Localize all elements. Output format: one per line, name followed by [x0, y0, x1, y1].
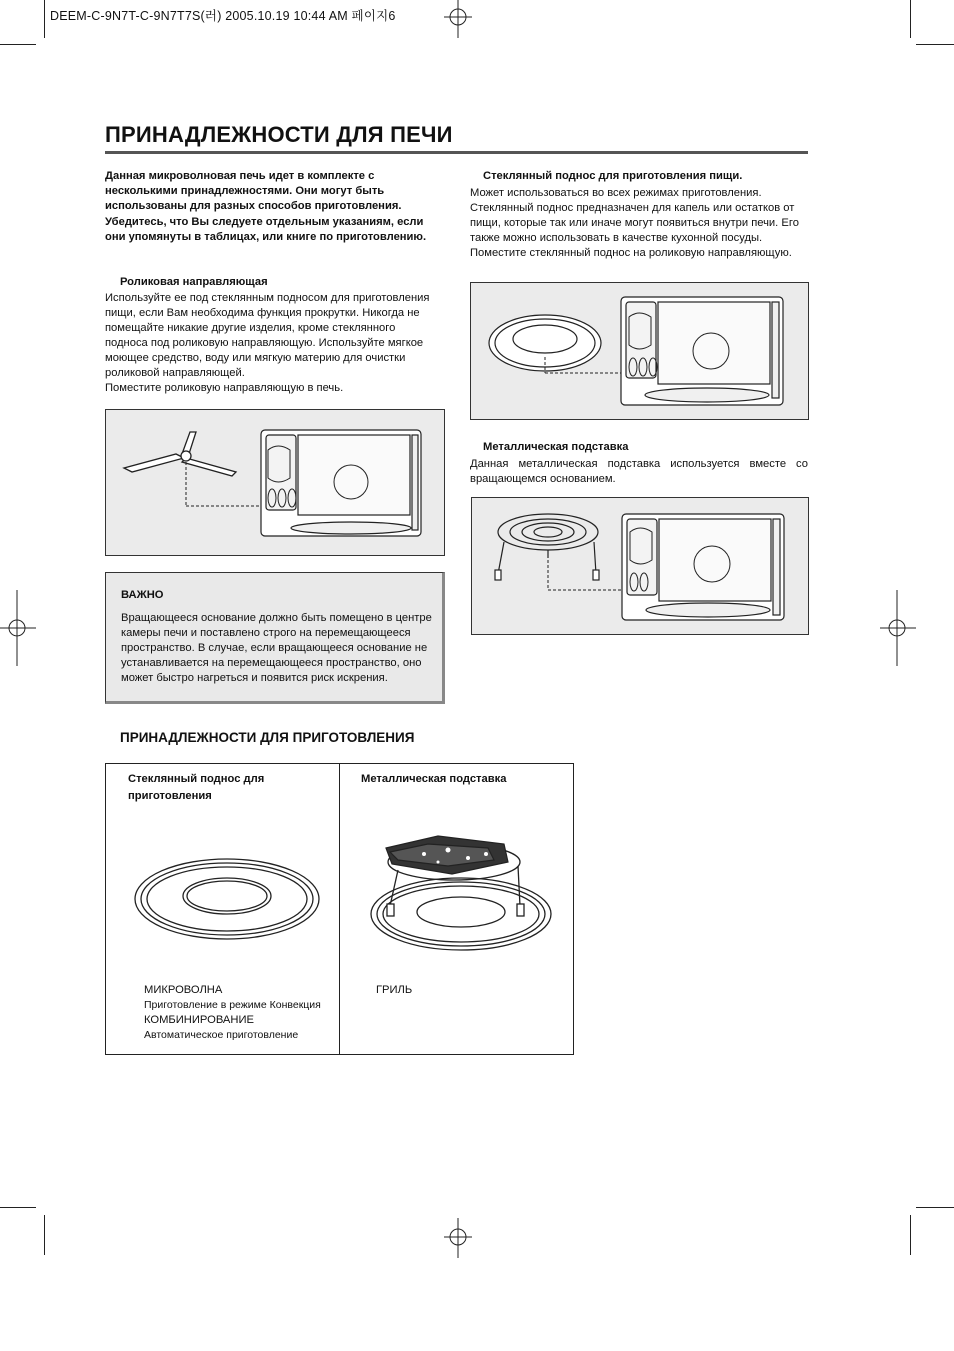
col2-title: Металлическая подставка [361, 773, 507, 785]
important-text: Вращающееся основание должно быть помещено в центре камеры печи и поставлено строго на перемещающееся пространство. В случае, если вращающееся основание не устанавливается на перемещающееся пространство, оно может быстро нагреться и появится риск искрения. [121, 612, 432, 684]
roller-text-2: Поместите роликовую направляющую в печь. [105, 382, 344, 394]
print-header: DEEM-C-9N7T-C-9N7T7S(러) 2005.10.19 10:44 AM 페이지6 [50, 9, 396, 23]
crop-mark [916, 1207, 954, 1208]
registration-mark-top [440, 0, 476, 40]
crop-mark [44, 0, 45, 38]
metal-rack-food-icon [368, 834, 554, 956]
col1-title: Стеклянный поднос для приготовления [128, 773, 265, 802]
metal-rack-text: Данная металлическая подставка используется вместе со вращающемся основанием. [470, 458, 808, 485]
crop-mark [44, 1215, 45, 1255]
crop-mark [910, 0, 911, 38]
important-title: ВАЖНО [121, 589, 164, 601]
intro-paragraph: Данная микроволновая печь идет в комплекте с несколькими принадлежностями. Они могут быть использованы для разных способов приготовления. Убедитесь, что Вы следуете отдельным указаниям, если они упомянуты в таблицах, или книге по приготовлению. [105, 170, 427, 243]
metal-rack-figure [471, 497, 809, 635]
crop-mark [916, 44, 954, 45]
registration-mark-right [880, 590, 916, 666]
mode-grill: ГРИЛЬ [376, 984, 413, 996]
mode-convection: Приготовление в режиме Конвекция [144, 999, 321, 1011]
mode-microwave: МИКРОВОЛНА [144, 984, 223, 996]
cooking-section-title: ПРИНАДЛЕЖНОСТИ ДЛЯ ПРИГОТОВЛЕНИЯ [120, 730, 415, 745]
roller-text: Используйте ее под стеклянным подносом для приготовления пищи, если Вам необходима функция прокрутки. Никогда не помещайте никакие другие изделия, кроме стеклянного подноса под роликовую направляющую. Используйте мягкое моющее средство, воду или мягкую материю для очистки роликовой направляющей. [105, 292, 430, 379]
roller-illustration [106, 410, 444, 555]
registration-mark-bottom [440, 1218, 476, 1258]
metal-rack-heading: Металлическая подставка [483, 441, 629, 453]
crop-mark [0, 44, 36, 45]
crop-mark [910, 1215, 911, 1255]
mode-combination: КОМБИНИРОВАНИЕ [144, 1014, 254, 1026]
page-title: ПРИНАДЛЕЖНОСТИ ДЛЯ ПЕЧИ [105, 122, 453, 147]
glass-tray-icon [132, 854, 322, 944]
important-note [105, 572, 445, 704]
table-divider [339, 764, 340, 1054]
crop-mark [0, 1207, 36, 1208]
glass-tray-text: Может использоваться во всех режимах приготовления. Стеклянный поднос предназначен для капель или остатков от пищи, которые так или иначе могут появиться внутри печи. Его также можно использовать в качестве кухонной посуды. Поместите стеклянный поднос на роликовую направляющую. [470, 187, 799, 259]
accessories-table [105, 763, 574, 1055]
title-rule [105, 151, 808, 154]
roller-heading: Роликовая направляющая [120, 276, 268, 288]
glass-tray-figure [470, 282, 809, 420]
roller-figure [105, 409, 445, 556]
mode-auto: Автоматическое приготовление [144, 1029, 299, 1041]
metal-rack-illustration [472, 498, 808, 634]
glass-tray-illustration [471, 283, 808, 419]
glass-tray-heading: Стеклянный поднос для приготовления пищи. [483, 170, 743, 182]
registration-mark-left [0, 590, 36, 666]
